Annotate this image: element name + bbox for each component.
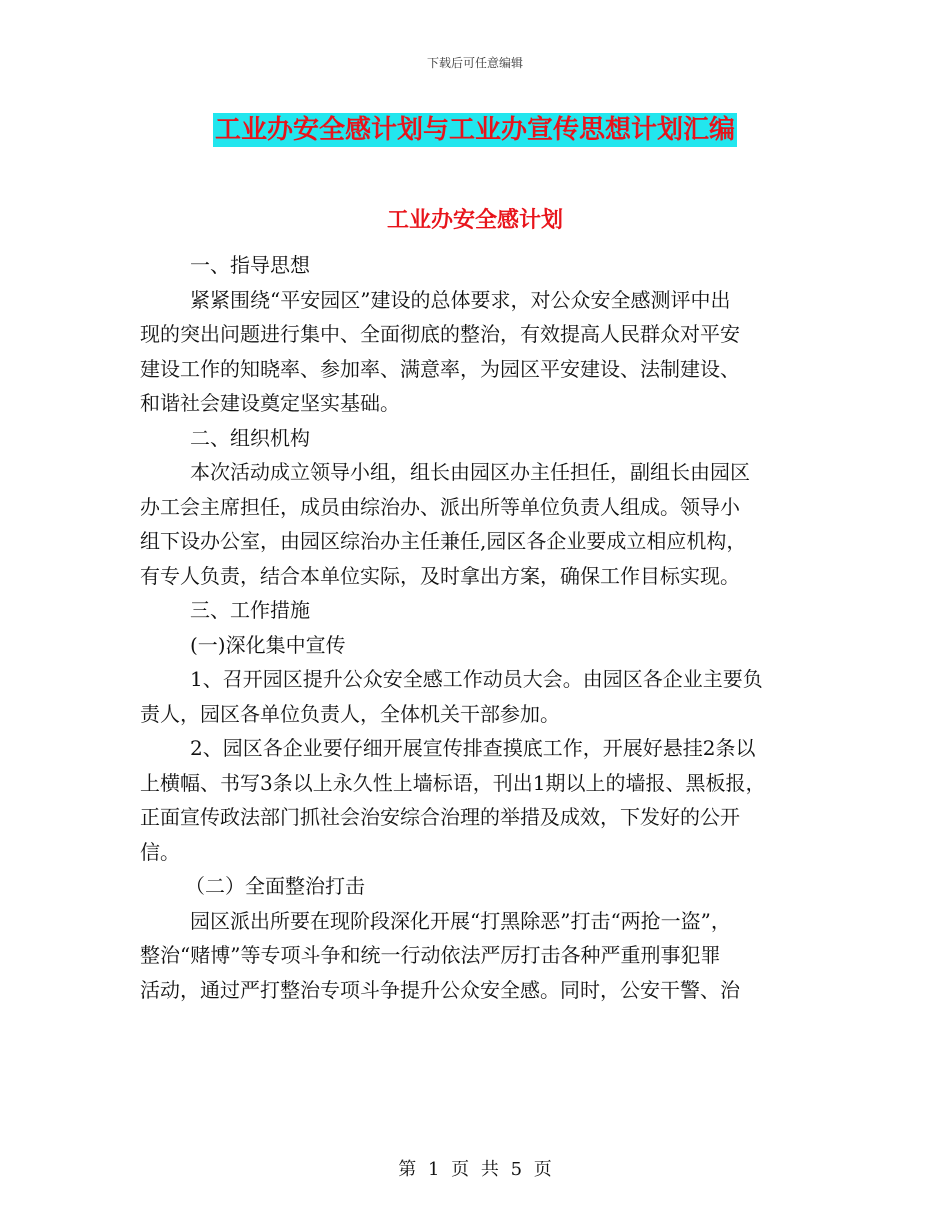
subheading-publicity: (一)深化集中宣传 bbox=[190, 632, 346, 657]
paragraph-line: 整治“赌博”等专项斗争和统一行动依法严厉打击各种严重刑事犯罪 bbox=[140, 943, 721, 967]
header-note: 下载后可任意编辑 bbox=[426, 56, 523, 70]
document-body bbox=[140, 248, 830, 1007]
paragraph-line: 和谐社会建设奠定坚实基础。 bbox=[140, 391, 400, 415]
heading-work-measures: 三、工作措施 bbox=[190, 598, 310, 622]
paragraph-line: 有专人负责，结合本单位实际，及时拿出方案，确保工作目标实现。 bbox=[140, 563, 740, 588]
subheading-rectification: （二）全面整治打击 bbox=[185, 874, 365, 898]
paragraph-line: 责人，园区各单位负责人，全体机关干部参加。 bbox=[140, 701, 560, 726]
heading-organization: 二、组织机构 bbox=[190, 425, 310, 450]
heading-guiding-ideology: 一、指导思想 bbox=[190, 253, 310, 277]
paragraph-line: 组下设办公室，由园区综治办主任兼任,园区各企业要成立相应机构， bbox=[140, 529, 747, 553]
paragraph-line: 活动，通过严打整治专项斗争提升公众安全感。同时，公安干警、治 bbox=[140, 977, 740, 1002]
paragraph-line: 本次活动成立领导小组，组长由园区办主任担任，副组长由园区 bbox=[190, 460, 750, 484]
paragraph-line: 办工会主席担任，成员由综治办、派出所等单位负责人组成。领导小 bbox=[140, 494, 740, 519]
paragraph-line: 建设工作的知晓率、参加率、满意率，为园区平安建设、法制建设、 bbox=[140, 356, 740, 381]
paragraph-line: 2、园区各企业要仔细开展宣传排查摸底工作，开展好悬挂2条以 bbox=[190, 736, 756, 760]
document-title bbox=[0, 113, 950, 147]
paragraph-line: 1、召开园区提升公众安全感工作动员大会。由园区各企业主要负 bbox=[190, 667, 763, 691]
paragraph-line: 上横幅、书写3条以上永久性上墙标语，刊出1期以上的墙报、黑板报， bbox=[140, 770, 766, 795]
paragraph-line: 现的突出问题进行集中、全面彻底的整治，有效提高人民群众对平安 bbox=[140, 322, 740, 346]
paragraph-line: 正面宣传政法部门抓社会治安综合治理的举措及成效，下发好的公开 bbox=[140, 805, 740, 829]
paragraph-line: 紧紧围绕“平安园区”建设的总体要求，对公众安全感测评中出 bbox=[190, 287, 731, 312]
paragraph-line: 信。 bbox=[140, 839, 180, 864]
paragraph-line: 园区派出所要在现阶段深化开展“打黑除恶”打击“两抢一盗”， bbox=[190, 908, 731, 933]
document-title-text: 工业办安全感计划与工业办宣传思想计划汇编 bbox=[214, 115, 735, 145]
section-title: 工业办安全感计划 bbox=[386, 208, 563, 233]
page-footer: 第 1 页 共 5 页 bbox=[398, 1159, 552, 1180]
